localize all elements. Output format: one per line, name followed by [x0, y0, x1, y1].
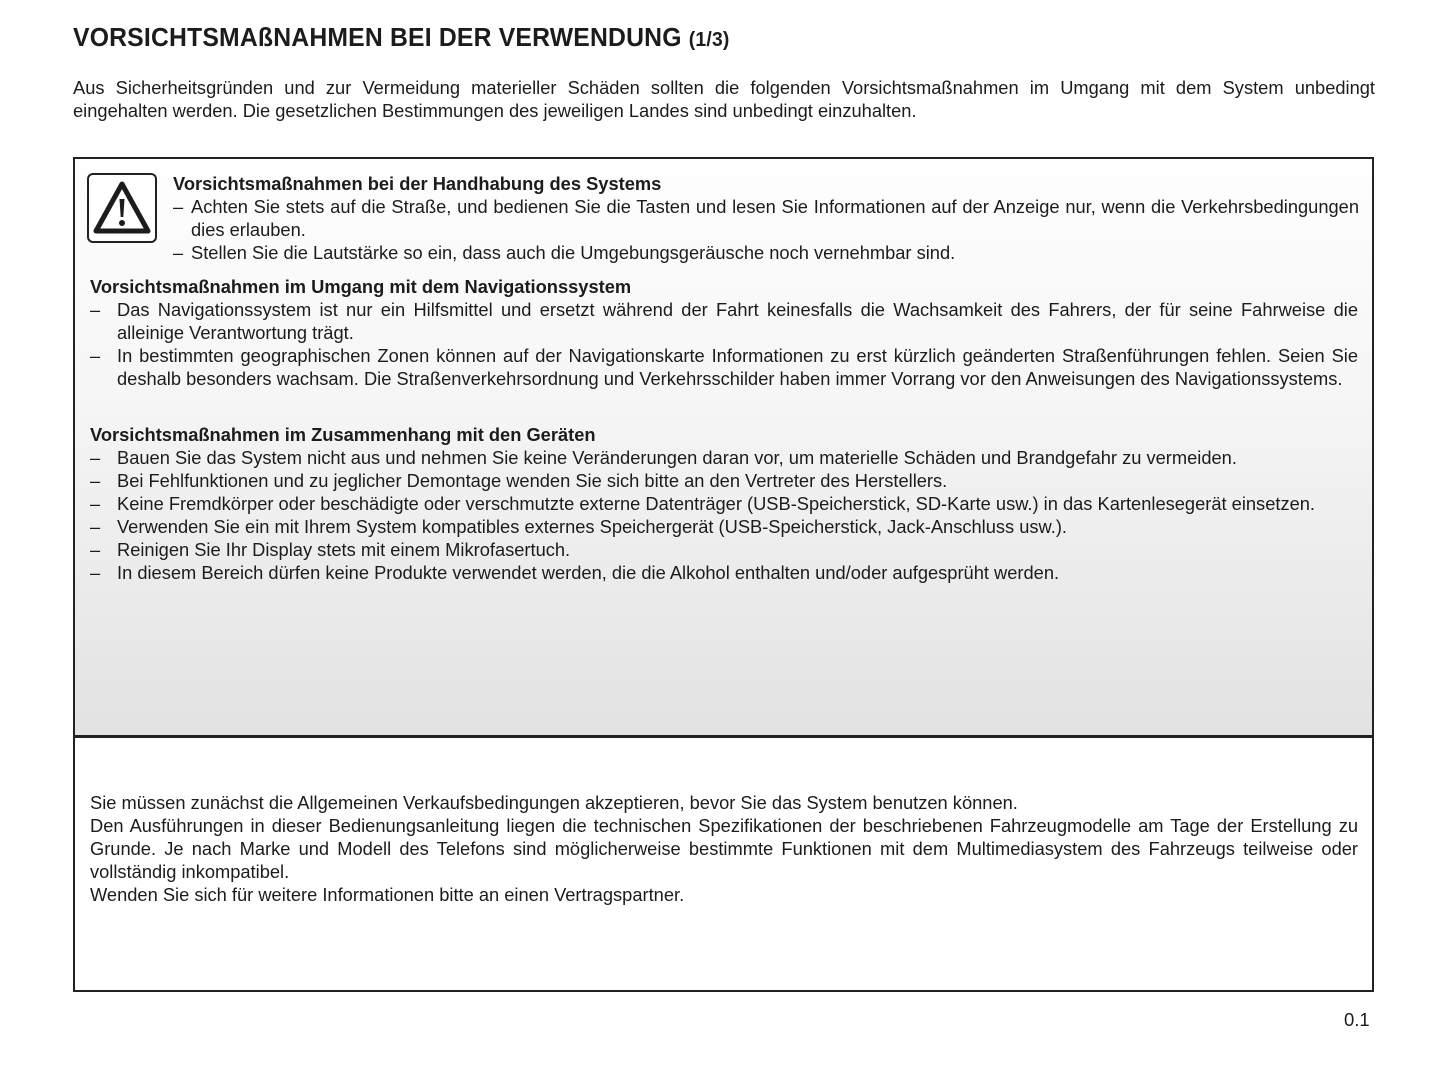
dash-bullet: –	[90, 516, 101, 537]
list-item	[90, 515, 1358, 538]
page-number: 0.1	[1344, 1009, 1370, 1030]
list-item	[90, 492, 1358, 515]
dash-bullet: –	[90, 493, 101, 514]
dash-bullet: –	[90, 470, 101, 491]
list-item	[90, 469, 1358, 492]
list-item-text: Achten Sie stets auf die Straße, und bedienen Sie die Tasten und lesen Sie Informationen auf der Anzeige nur, wenn die Verkehrsbedingungen dies erlauben.	[191, 196, 1359, 240]
devices-section	[90, 423, 1358, 584]
list-item	[173, 195, 1359, 241]
list-item	[90, 344, 1358, 390]
list-item-text: Stellen Sie die Lautstärke so ein, dass auch die Umgebungsgeräusche noch vernehmbar sind.	[191, 242, 956, 263]
list-item-text: Bauen Sie das System nicht aus und nehmen Sie keine Veränderungen daran vor, um materielle Schäden und Brandgefahr zu vermeiden.	[117, 447, 1237, 468]
page-title-text: VORSICHTSMAßNAHMEN BEI DER VERWENDUNG	[73, 24, 682, 52]
section-heading: Vorsichtsmaßnahmen im Zusammenhang mit den Geräten	[90, 424, 596, 445]
dash-bullet: –	[90, 447, 101, 468]
info-text	[90, 791, 1358, 906]
dash-bullet: –	[173, 242, 184, 263]
list-item	[173, 241, 1359, 264]
list-item	[90, 446, 1358, 469]
dash-bullet: –	[173, 196, 184, 217]
list-item-text: Keine Fremdkörper oder beschädigte oder verschmutzte externe Datenträger (USB-Speicherstick, SD-Karte usw.) in das Kartenlesegerät einsetzen.	[117, 493, 1316, 514]
info-section	[75, 738, 1372, 990]
list-item-text: Das Navigationssystem ist nur ein Hilfsmittel und ersetzt während der Fahrt keinesfalls die Wachsamkeit des Fahrers, der für seine Fahrweise die alleinige Verantwortung trägt.	[117, 299, 1358, 343]
navigation-section	[90, 275, 1358, 390]
handling-section	[173, 172, 1359, 264]
page-part-indicator: (1/3)	[688, 29, 730, 51]
intro-paragraph: Aus Sicherheitsgründen und zur Vermeidung materieller Schäden sollten die folgenden Vorsichtsmaßnahmen im Umgang mit dem System unbedingt eingehalten werden. Die gesetzlichen Bestimmungen des jeweiligen Landes sind unbedingt einzuhalten.	[73, 77, 1375, 121]
section-heading: Vorsichtsmaßnahmen bei der Handhabung des Systems	[173, 173, 662, 194]
dash-bullet: –	[90, 345, 101, 366]
dash-bullet: –	[90, 539, 101, 560]
info-paragraph: Sie müssen zunächst die Allgemeinen Verkaufsbedingungen akzeptieren, bevor Sie das System benutzen können.	[90, 792, 1018, 813]
list-item-text: Bei Fehlfunktionen und zu jeglicher Demontage wenden Sie sich bitte an den Vertreter des Herstellers.	[117, 470, 948, 491]
list-item	[90, 538, 1358, 561]
list-item-text: In bestimmten geographischen Zonen können auf der Navigationskarte Informationen zu erst kürzlich geänderten Straßenführungen fehlen. Seien Sie deshalb besonders wachsam. Die Straßenverkehrsordnung und Verkehrsschilder haben immer Vorrang vor den Anweisungen des Navigationssystems.	[117, 345, 1358, 389]
precautions-box	[73, 157, 1374, 992]
section-heading: Vorsichtsmaßnahmen im Umgang mit dem Navigationssystem	[90, 276, 632, 297]
page-title	[73, 24, 730, 53]
list-item-text: Verwenden Sie ein mit Ihrem System kompatibles externes Speichergerät (USB-Speicherstick, Jack-Anschluss usw.).	[117, 516, 1067, 537]
list-item	[90, 298, 1358, 344]
list-item-text: Reinigen Sie Ihr Display stets mit einem Mikrofasertuch.	[117, 539, 571, 560]
warning-triangle-icon	[87, 173, 157, 243]
info-paragraph: Wenden Sie sich für weitere Informationen bitte an einen Vertragspartner.	[90, 884, 685, 905]
dash-bullet: –	[90, 299, 101, 320]
list-item-text: In diesem Bereich dürfen keine Produkte verwendet werden, die die Alkohol enthalten und/oder aufgesprüht werden.	[117, 562, 1060, 583]
warning-section	[75, 159, 1372, 738]
info-paragraph: Den Ausführungen in dieser Bedienungsanleitung liegen die technischen Spezifikationen der beschriebenen Fahrzeugmodelle am Tage der Erstellung zu Grunde. Je nach Marke und Modell des Telefons sind möglicherweise bestimmte Funktionen mit dem Multimediasystem des Fahrzeugs teilweise oder vollständig inkompatibel.	[90, 815, 1358, 882]
dash-bullet: –	[90, 562, 101, 583]
list-item	[90, 561, 1358, 584]
